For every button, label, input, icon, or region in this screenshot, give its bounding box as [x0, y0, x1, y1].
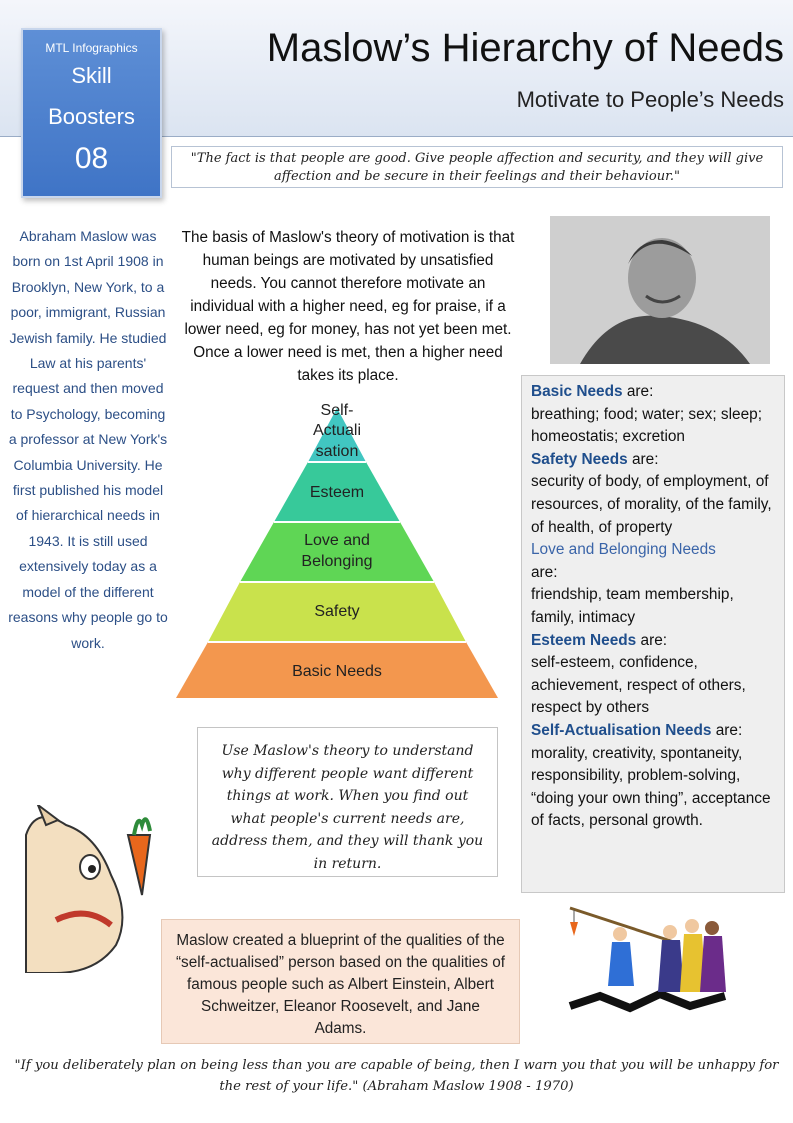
- needs-safety-title: Safety Needs: [531, 450, 628, 468]
- pyramid-label-self-3: sation: [315, 443, 359, 460]
- needs-self-title: Self-Actualisation Needs: [531, 721, 712, 739]
- horse-carrot-cartoon-icon: [16, 805, 184, 973]
- badge-issue-number: 08: [74, 142, 109, 175]
- needs-love-text: friendship, team membership, family, intimacy: [531, 586, 734, 626]
- page-title: Maslow’s Hierarchy of Needs: [266, 26, 784, 70]
- closing-quote: "If you deliberately plan on being less than you are capable of being, then I warn you that you will be unhappy for the rest of your life." (Abraham Maslow 1908 - 1970): [14, 1058, 779, 1094]
- needs-basic-text: breathing; food; water; sex; sleep; homeostatis; excretion: [531, 405, 762, 446]
- pyramid-level-love: [240, 522, 434, 582]
- skill-boosters-badge: [21, 28, 162, 198]
- pyramid-label-love-1: Love and: [304, 532, 370, 549]
- needs-self-text: morality, creativity, spontaneity, responsibility, problem-solving, “doing your own thing”, acceptance of facts, personal growth.: [531, 744, 771, 830]
- badge-brand: MTL Infographics: [45, 41, 138, 55]
- pyramid-label-basic: Basic Needs: [292, 663, 382, 680]
- needs-love-are: are:: [531, 563, 558, 581]
- needs-basic-title: Basic Needs: [531, 383, 623, 400]
- needs-basic: [531, 381, 776, 404]
- needs-safety-are: are:: [627, 450, 659, 468]
- needs-esteem-title: Esteem Needs: [531, 631, 637, 649]
- maslow-pyramid: [176, 398, 498, 702]
- needs-esteem-are: are:: [636, 631, 668, 649]
- needs-love-title: Love and Belonging Needs: [531, 541, 716, 559]
- header-quote: "The fact is that people are good. Give people affection and security, and they will give affection and be secure in their feelings and their behaviour.": [171, 146, 783, 188]
- tip-box: Use Maslow's theory to understand why different people want different things at work. When you find out what people's current needs are, address them, and they will thank you in return.: [197, 727, 498, 877]
- needs-safety-text: security of body, of employment, of resources, of morality, of the family, of health, of property: [531, 473, 772, 536]
- intro-text: The basis of Maslow's theory of motivation is that human beings are motivated by unsatisfied needs. You cannot therefore motivate an individual with a higher need, eg for praise, if a lower need, eg for money, has not yet been met. Once a lower need is met, then a higher need takes its place.: [181, 229, 515, 384]
- needs-self: [531, 720, 776, 743]
- needs-list-box: [521, 375, 785, 893]
- pyramid-label-esteem: Esteem: [309, 484, 365, 501]
- biography-text: Abraham Maslow was born on 1st April 1908 in Brooklyn, New York, to a poor, immigrant, Russian Jewish family. He studied Law at his parents' request and then moved to Psychology, becoming a professor at New York's Columbia University. He first published his model of hierarchical needs in 1943. It is still used extensively today as a model of the different reasons why people go to work.: [8, 228, 168, 651]
- needs-esteem-text: self-esteem, confidence, achievement, respect of others, respect by others: [531, 654, 746, 717]
- needs-basic-are: are:: [622, 383, 654, 400]
- needs-self-are: are:: [711, 721, 743, 739]
- blueprint-box: Maslow created a blueprint of the qualities of the “self-actualised” person based on the qualities of famous people such as Albert Einstein, Albert Schweitzer, Eleanor Roosevelt, and Jane Adams.: [161, 919, 520, 1044]
- page-subtitle: Motivate to People’s Needs: [516, 87, 784, 112]
- pyramid-label-safety: Safety: [314, 603, 360, 620]
- portrait-photo-icon: [550, 216, 770, 364]
- pyramid-label-love-2: Belonging: [301, 553, 373, 570]
- pyramid-label-self-2: Actuali: [312, 422, 362, 439]
- badge-line-1: Skill: [71, 63, 112, 88]
- pyramid-label-self-1: Self-: [320, 402, 354, 419]
- carrot-on-stick-people-icon: [560, 896, 735, 1026]
- needs-esteem: [531, 630, 776, 653]
- badge-line-2: Boosters: [48, 104, 135, 129]
- needs-safety: [531, 449, 776, 472]
